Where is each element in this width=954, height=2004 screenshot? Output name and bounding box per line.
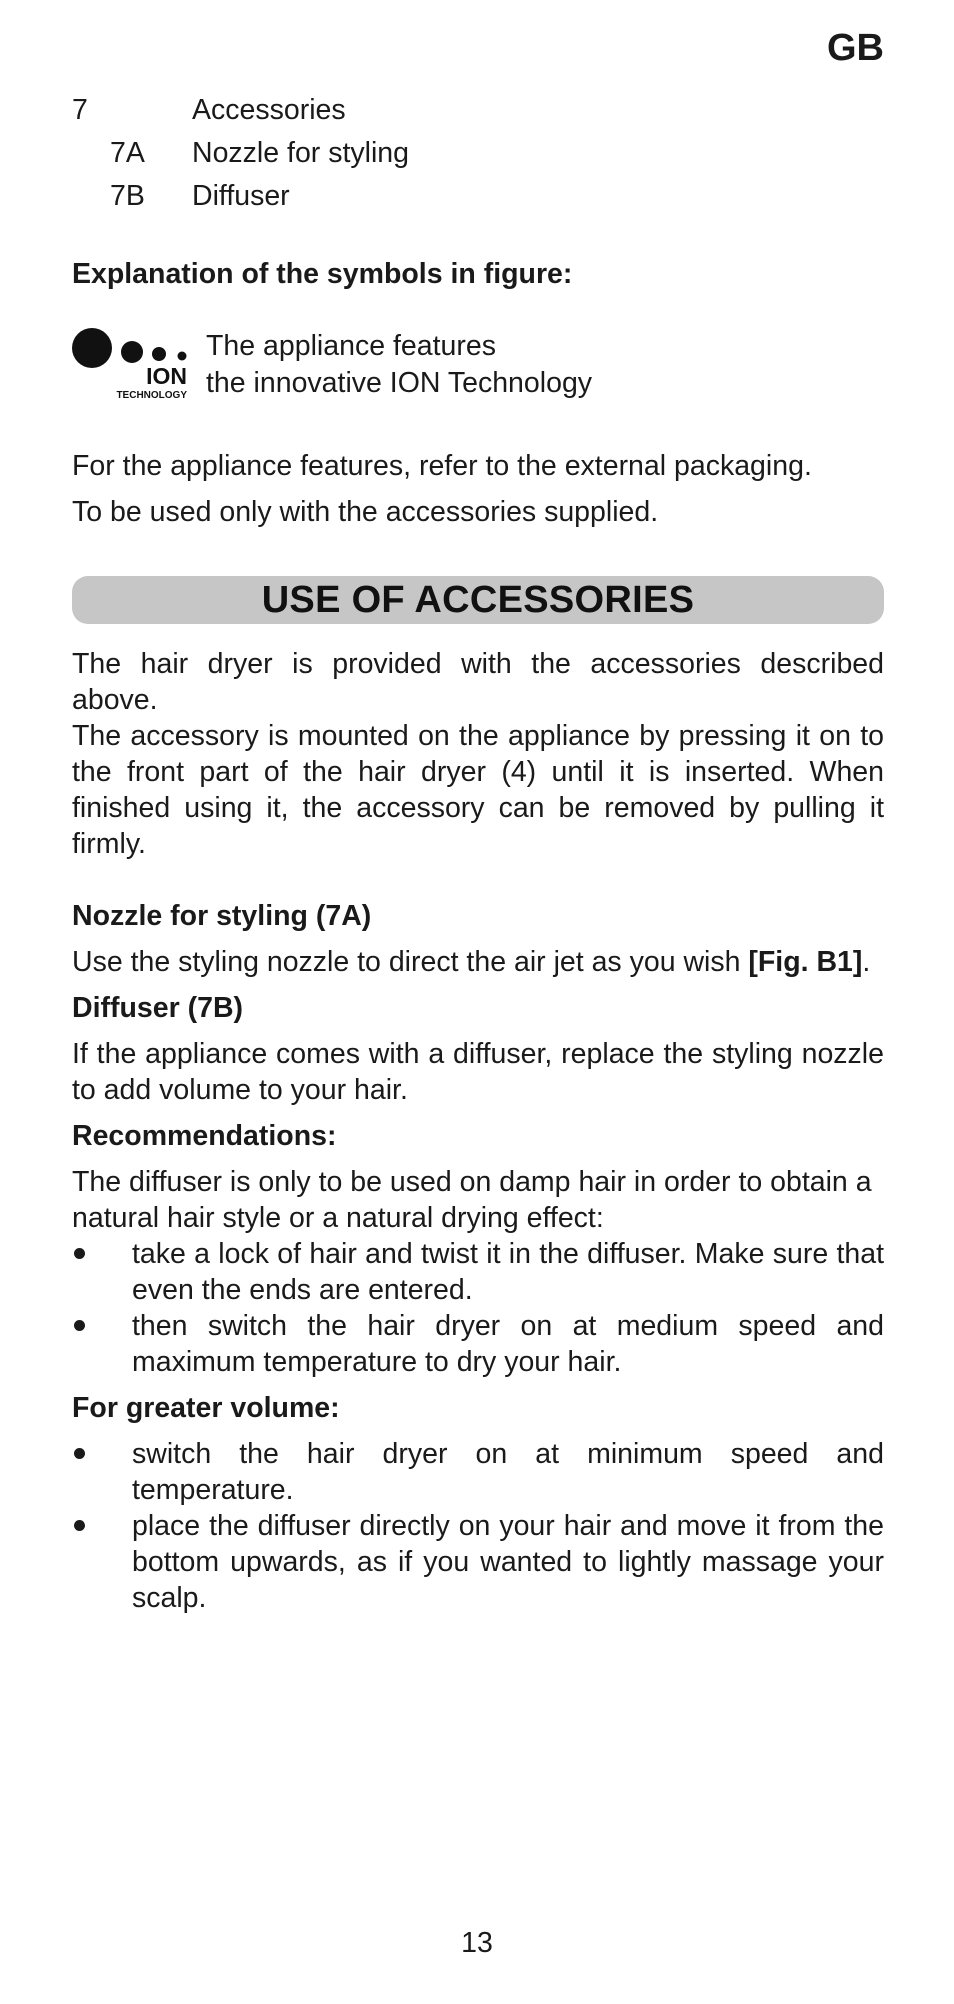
figure-reference: [Fig. B1]	[748, 946, 863, 978]
volume-list	[72, 1436, 884, 1616]
ion-symbol-row	[72, 328, 592, 402]
list-item: switch the hair dryer on at minimum speed and temperature.	[72, 1436, 884, 1508]
recommendations-paragraph: The diffuser is only to be used on damp hair in order to obtain a natural hair style or a natural drying effect:	[72, 1166, 872, 1234]
diffuser-heading: Diffuser (7B)	[72, 992, 244, 1024]
ion-technology-icon	[72, 328, 190, 400]
ion-logo-sub: TECHNOLOGY	[116, 390, 187, 400]
symbols-heading: Explanation of the symbols in figure:	[72, 258, 573, 290]
nozzle-text: Use the styling nozzle to direct the air jet as you wish	[72, 946, 749, 978]
ion-line-2: the innovative ION Technology	[206, 367, 593, 399]
item-number: 7	[72, 93, 88, 126]
list-item: take a lock of hair and twist it in the diffuser. Make sure that even the ends are entered.	[72, 1236, 884, 1308]
section-body	[72, 646, 884, 1616]
item-label: Diffuser	[192, 179, 290, 212]
language-code: GB	[827, 27, 884, 69]
packaging-note: For the appliance features, refer to the external packaging.	[72, 450, 812, 482]
list-item	[72, 174, 892, 217]
intro-paragraph-2: The accessory is mounted on the appliance by pressing it on to the front part of the hair dryer (4) until it is inserted. When finished using it, the accessory can be removed by pulling it firmly.	[72, 720, 884, 860]
item-label: Accessories	[192, 93, 346, 126]
section-title: USE OF ACCESSORIES	[72, 576, 884, 624]
list-item	[72, 131, 892, 174]
diffuser-paragraph: If the appliance comes with a diffuser, replace the styling nozzle to add volume to your hair.	[72, 1038, 884, 1106]
list-item: then switch the hair dryer on at medium speed and maximum temperature to dry your hair.	[72, 1308, 884, 1380]
volume-heading: For greater volume:	[72, 1392, 340, 1424]
ion-line-1: The appliance features	[206, 330, 496, 362]
item-label: Nozzle for styling	[192, 136, 409, 169]
nozzle-paragraph	[72, 944, 884, 980]
nozzle-end: .	[862, 946, 871, 978]
accessories-list	[72, 88, 892, 217]
page-number: 13	[461, 1927, 493, 1959]
list-item: place the diffuser directly on your hair and move it from the bottom upwards, as if you wanted to lightly massage your scalp.	[72, 1508, 884, 1616]
recommendations-list	[72, 1236, 884, 1380]
supplied-note: To be used only with the accessories supplied.	[72, 496, 659, 528]
nozzle-heading: Nozzle for styling (7A)	[72, 900, 372, 932]
item-number: 7A	[110, 136, 145, 169]
item-number: 7B	[110, 179, 145, 212]
ion-description	[206, 328, 592, 402]
ion-logo-word: ION	[146, 363, 187, 389]
intro-paragraph-1: The hair dryer is provided with the accessories described above.	[72, 648, 884, 716]
recommendations-heading: Recommendations:	[72, 1120, 337, 1152]
list-item	[72, 88, 892, 131]
